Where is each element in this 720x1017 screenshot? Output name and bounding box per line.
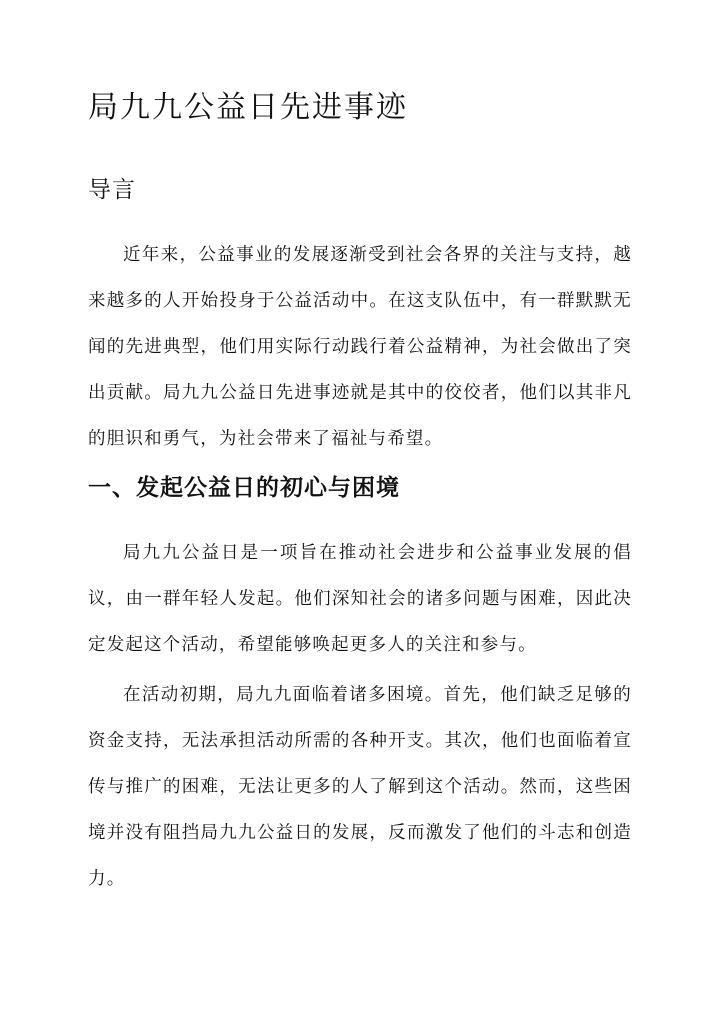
document-title: 局九九公益日先进事迹 [88, 90, 408, 125]
section-heading-introduction: 导言 [88, 177, 136, 203]
origin-paragraph: 局九九公益日是一项旨在推动社会进步和公益事业发展的倡议，由一群年轻人发起。他们深知社会的诸多问题与困难，因此决定发起这个活动，希望能够唤起更多人的关注和参与。 [88, 543, 632, 655]
difficulties-paragraph: 在活动初期，局九九面临着诸多困境。首先，他们缺乏足够的资金支持，无法承担活动所需的各种开支。其次，他们也面临着宣传与推广的困难，无法让更多的人了解到这个活动。然而，这些困境并没有阻挡局九九公益日的发展，反而激发了他们的斗志和创造力。 [88, 685, 632, 889]
introduction-paragraph: 近年来，公益事业的发展逐渐受到社会各界的关注与支持，越来越多的人开始投身于公益活动中。在这支队伍中，有一群默默无闻的先进典型，他们用实际行动践行着公益精神，为社会做出了突出贡献。局九九公益日先进事迹就是其中的佼佼者，他们以其非凡的胆识和勇气，为社会带来了福祉与希望。 [88, 245, 632, 449]
section-heading-origin-and-difficulties: 一、发起公益日的初心与困境 [88, 474, 400, 501]
